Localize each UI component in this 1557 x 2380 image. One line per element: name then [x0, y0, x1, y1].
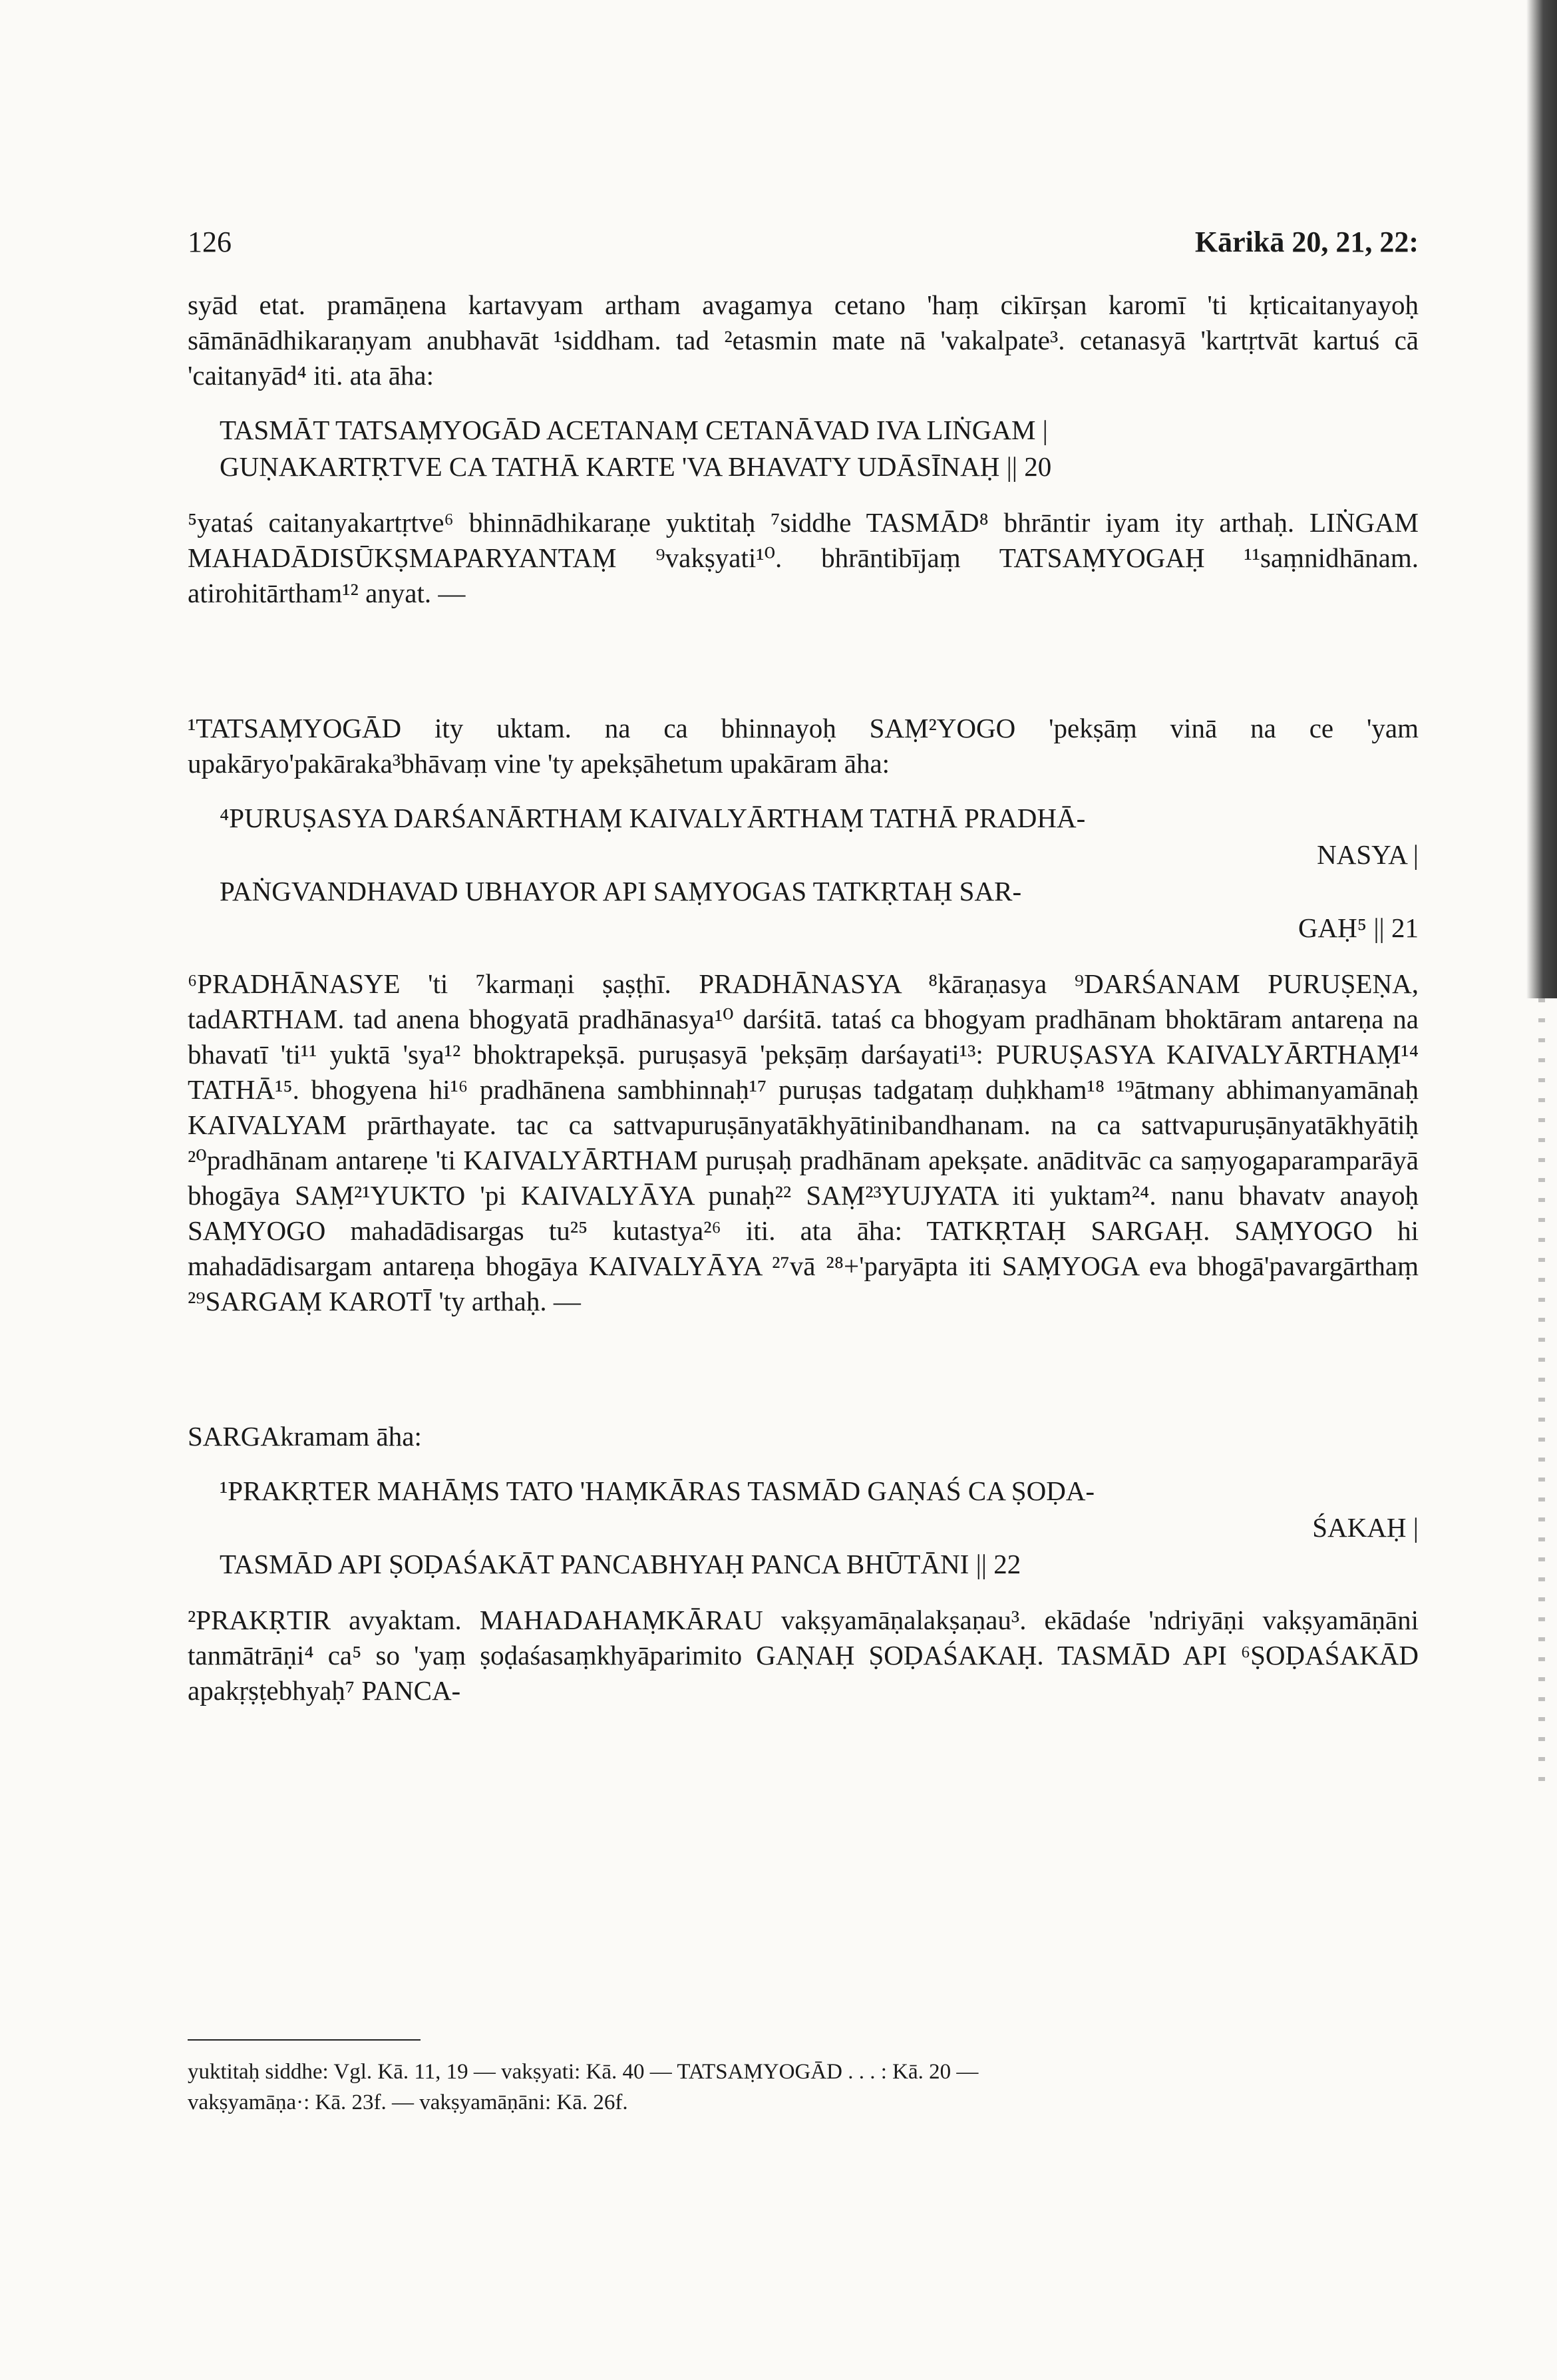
verse-line: ¹PRAKṚTER MAHĀṂS TATO 'HAṂKĀRAS TASMĀD GAṆAŚ CA ṢOḌA-	[220, 1476, 1095, 1506]
page-header	[188, 212, 1419, 265]
verse-line: GAḤ⁵ || 21	[1298, 912, 1419, 943]
verse-line: TASMĀT TATSAṂYOGĀD ACETANAṂ CETANĀVAD IVA LIṄGAM |	[220, 415, 1048, 445]
prose-paragraph: ²PRAKṚTIR avyaktam. MAHADAHAṂKĀRAU vakṣyamāṇalakṣaṇau³. ekādaśe 'ndriyāṇi vakṣyamāṇāni tanmātrāṇi⁴ ca⁵ so 'yaṃ ṣoḍaśasaṃkhyāparimito GAṆAḤ ṢOḌAŚAKAḤ. TASMĀD API ⁶ṢOḌAŚAKĀD apakṛṣṭebhyaḥ⁷ PANCA-	[188, 1605, 1419, 1706]
page-number: 126	[188, 226, 232, 258]
prose-paragraph: syād etat. pramāṇena kartavyam artham avagamya cetano 'haṃ cikīrṣan karomī 'ti kṛticaitanyayoḥ sāmānādhikaraṇyam anubhavāt ¹siddham. tad ²etasmin mate nā 'vakalpate³. cetanasyā 'kartṛtvāt kartuś cā 'caitanyād⁴ iti. ata āha:	[188, 290, 1419, 391]
section-gap	[188, 611, 1419, 711]
karika-verse	[188, 800, 1419, 946]
footnote-line: yuktitaḥ siddhe: Vgl. Kā. 11, 19 — vakṣyati: Kā. 40 — TATSAṂYOGĀD . . . : Kā. 20 —	[188, 2060, 979, 2084]
footnotes	[188, 2057, 1419, 2118]
verse-line: PAṄGVANDHAVAD UBHAYOR API SAṂYOGAS TATKṚTAḤ SAR-	[220, 876, 1022, 906]
prose-paragraph: SARGAkramam āha:	[188, 1421, 422, 1452]
prose-paragraph: ¹TATSAṂYOGĀD ity uktam. na ca bhinnayoḥ SAṂ²YOGO 'pekṣāṃ vinā na ce 'yam upakāryo'pakāraka³bhāvaṃ vine 'ty apekṣāhetum upakāram āha:	[188, 713, 1419, 779]
verse-line: ŚAKAḤ |	[1312, 1512, 1419, 1543]
prose-paragraph: ⁶PRADHĀNASYE 'ti ⁷karmaṇi ṣaṣṭhī. PRADHĀNASYA ⁸kāraṇasya ⁹DARŚANAM PURUṢEṆA, tadARTHAM. tad anena bhogyatā pradhānasya¹⁰ darśitā. tataś ca bhogyam pradhānam bhoktāram antareṇa na bhavatī 'ti¹¹ yuktā 'sya¹² bhoktrapekṣā. puruṣasyā 'pekṣāṃ darśayati¹³: PURUṢASYA KAIVALYĀRTHAṂ¹⁴ TATHĀ¹⁵. bhogyena hi¹⁶ pradhānena sambhinnaḥ¹⁷ puruṣas tadgataṃ duḥkham¹⁸ ¹⁹ātmany abhimanyamānaḥ KAIVALYAM prārthayate. tac ca sattvapuruṣānyatākhyātinibandhanam. na ca sattvapuruṣānyatākhyātiḥ ²⁰pradhānam antareṇe 'ti KAIVALYĀRTHAM puruṣaḥ pradhānam apekṣate. anāditvāc ca saṃyogaparamparāyā bhogāya SAṂ²¹YUKTO 'pi KAIVALYĀYA punaḥ²² SAṂ²³YUJYATA iti yuktam²⁴. nanu bhavatv anayoḥ SAṂYOGO mahadādisargas tu²⁵ kutastya²⁶ iti. ata āha: TATKṚTAḤ SARGAḤ. SAṂYOGO hi mahadādisargam antareṇa bhogāya KAIVALYĀYA ²⁷vā ²⁸+'paryāpta iti SAṂYOGA eva bhogā'pavargārthaṃ ²⁹SARGAṂ KAROTĪ 'ty arthaḥ. —	[188, 968, 1419, 1316]
verse-line: NASYA |	[1317, 839, 1419, 870]
verse-line: GUṆAKARTṚTVE CA TATHĀ KARTE 'VA BHAVATY UDĀSĪNAḤ || 20	[220, 451, 1052, 482]
main-text	[188, 288, 1419, 1708]
verse-line: ⁴PURUṢASYA DARŚANĀRTHAṂ KAIVALYĀRTHAṂ TATHĀ PRADHĀ-	[220, 803, 1086, 833]
karika-verse	[188, 1473, 1419, 1583]
running-head: Kārikā 20, 21, 22:	[1194, 226, 1419, 258]
scan-edge-noise	[1538, 998, 1545, 1797]
prose-paragraph: ⁵yataś caitanyakartṛtve⁶ bhinnādhikaraṇe yuktitaḥ ⁷siddhe TASMĀD⁸ bhrāntir iyam ity arthaḥ. LIṄGAM MAHADĀDISŪKṢMAPARYANTAṂ ⁹vakṣyati¹⁰. bhrāntibījaṃ TATSAṂYOGAḤ ¹¹saṃnidhānam. atirohitārtham¹² anyat. —	[188, 507, 1419, 608]
footnote-rule	[188, 2039, 421, 2041]
section-gap	[188, 1319, 1419, 1419]
scan-edge-shadow	[1526, 0, 1557, 998]
footnote-line: vakṣyamāṇa·: Kā. 23f. — vakṣyamāṇāni: Kā. 26f.	[188, 2090, 628, 2114]
karika-verse	[188, 412, 1419, 485]
verse-line: TASMĀD API ṢOḌAŚAKĀT PANCABHYAḤ PANCA BHŪTĀNI || 22	[220, 1549, 1021, 1579]
